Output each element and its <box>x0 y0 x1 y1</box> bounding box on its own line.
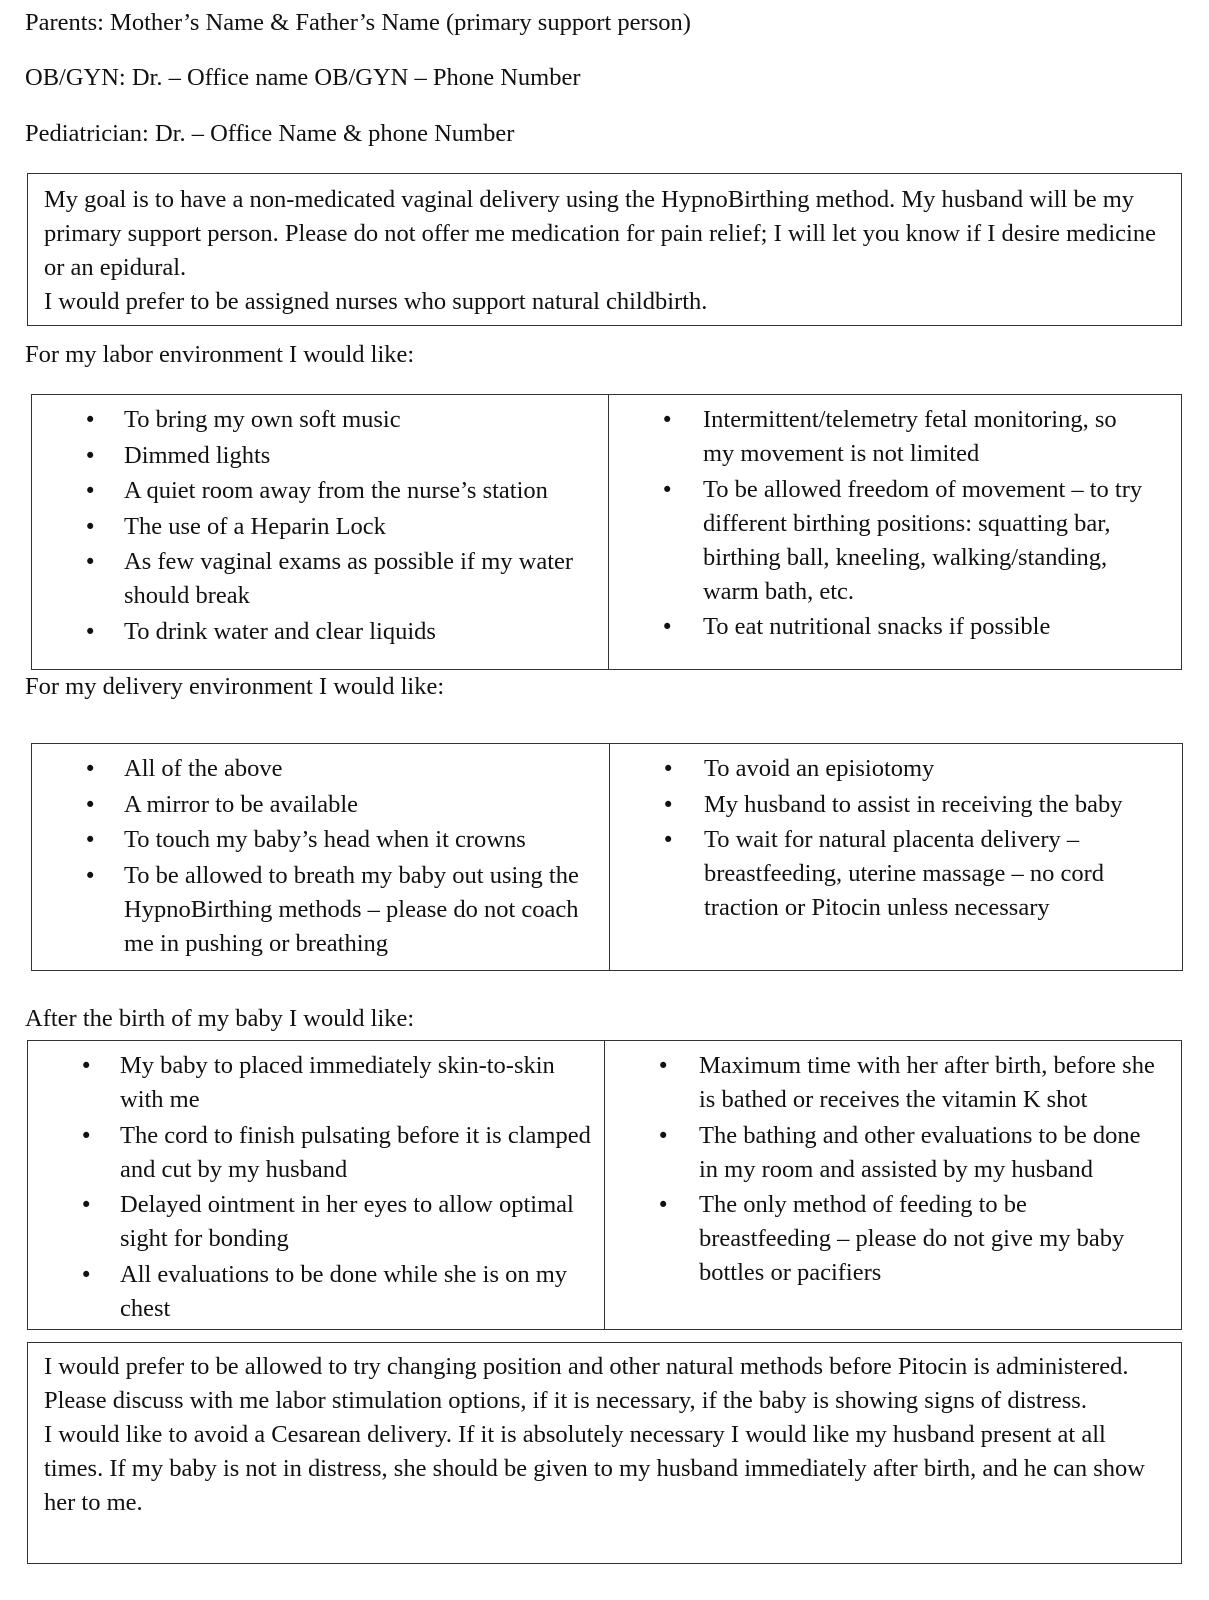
list-item: • To touch my baby’s head when it crowns <box>32 823 589 857</box>
closing-box <box>27 1342 1182 1564</box>
list-item: • To bring my own soft music <box>32 403 594 437</box>
labor-left-list <box>32 403 594 649</box>
list-item: • Dimmed lights <box>32 439 594 473</box>
list-item: • The only method of feeding to be breastfeeding – please do not give my baby bottles or pacifiers <box>605 1188 1159 1290</box>
delivery-heading: For my delivery environment I would like: <box>25 673 445 700</box>
labor-right-list <box>609 403 1151 644</box>
delivery-table <box>31 743 1183 971</box>
parents-line: Parents: Mother’s Name & Father’s Name (primary support person) <box>25 9 691 36</box>
list-item: • All of the above <box>32 752 589 786</box>
cesarean-text: I would like to avoid a Cesarean delivery. If it is absolutely necessary I would like my husband present at all times. If my baby is not in distress, she should be given to my husband immediately after birth, and he can show her to me. <box>44 1421 1145 1516</box>
delivery-right-cell <box>609 744 1182 970</box>
labor-right-cell <box>608 395 1181 669</box>
list-item: • As few vaginal exams as possible if my water should break <box>32 545 594 613</box>
goal-box <box>27 173 1182 326</box>
list-item: • Intermittent/telemetry fetal monitoring, so my movement is not limited <box>609 403 1151 471</box>
list-item: • To drink water and clear liquids <box>32 615 594 649</box>
delivery-right-list <box>610 752 1152 925</box>
list-item: • To avoid an episiotomy <box>610 752 1152 786</box>
delivery-left-cell <box>32 744 609 970</box>
after-birth-left-cell <box>28 1041 604 1329</box>
list-item: • To be allowed to breath my baby out using the HypnoBirthing methods – please do not coach me in pushing or breathing <box>32 859 589 961</box>
list-item: • All evaluations to be done while she is on my chest <box>28 1258 594 1326</box>
list-item: • To wait for natural placenta delivery – breastfeeding, uterine massage – no cord traction or Pitocin unless necessary <box>610 823 1152 925</box>
list-item: • To be allowed freedom of movement – to try different birthing positions: squatting bar, birthing ball, kneeling, walking/standing, warm bath, etc. <box>609 473 1151 609</box>
delivery-left-list <box>32 752 589 961</box>
after-birth-heading: After the birth of my baby I would like: <box>25 1005 415 1032</box>
labor-left-cell <box>32 395 608 669</box>
obgyn-line: OB/GYN: Dr. – Office name OB/GYN – Phone Number <box>25 64 581 91</box>
list-item: • The use of a Heparin Lock <box>32 510 594 544</box>
after-birth-right-cell <box>604 1041 1181 1329</box>
pitocin-text: I would prefer to be allowed to try changing position and other natural methods before Pitocin is administered. Please discuss with me labor stimulation options, if it is necessary, if the baby is showing signs of distress. <box>44 1353 1129 1414</box>
list-item: • Maximum time with her after birth, before she is bathed or receives the vitamin K shot <box>605 1049 1159 1117</box>
after-birth-left-list <box>28 1049 594 1326</box>
pediatrician-line: Pediatrician: Dr. – Office Name & phone Number <box>25 120 515 147</box>
after-birth-right-list <box>605 1049 1159 1290</box>
list-item: • A mirror to be available <box>32 788 589 822</box>
labor-heading: For my labor environment I would like: <box>25 341 415 368</box>
list-item: • To eat nutritional snacks if possible <box>609 610 1151 644</box>
list-item: • The cord to finish pulsating before it is clamped and cut by my husband <box>28 1119 594 1187</box>
list-item: • Delayed ointment in her eyes to allow optimal sight for bonding <box>28 1188 594 1256</box>
list-item: • The bathing and other evaluations to be done in my room and assisted by my husband <box>605 1119 1159 1187</box>
list-item: • My husband to assist in receiving the baby <box>610 788 1152 822</box>
goal-text: My goal is to have a non-medicated vaginal delivery using the HypnoBirthing method. My husband will be my primary support person. Please do not offer me medication for pain relief; I will let you know if I desire medicine or an epidural. <box>44 186 1156 281</box>
list-item: • My baby to placed immediately skin-to-skin with me <box>28 1049 594 1117</box>
list-item: • A quiet room away from the nurse’s station <box>32 474 594 508</box>
after-birth-table <box>27 1040 1182 1330</box>
labor-table <box>31 394 1182 670</box>
goal-nurses-text: I would prefer to be assigned nurses who support natural childbirth. <box>44 288 708 315</box>
